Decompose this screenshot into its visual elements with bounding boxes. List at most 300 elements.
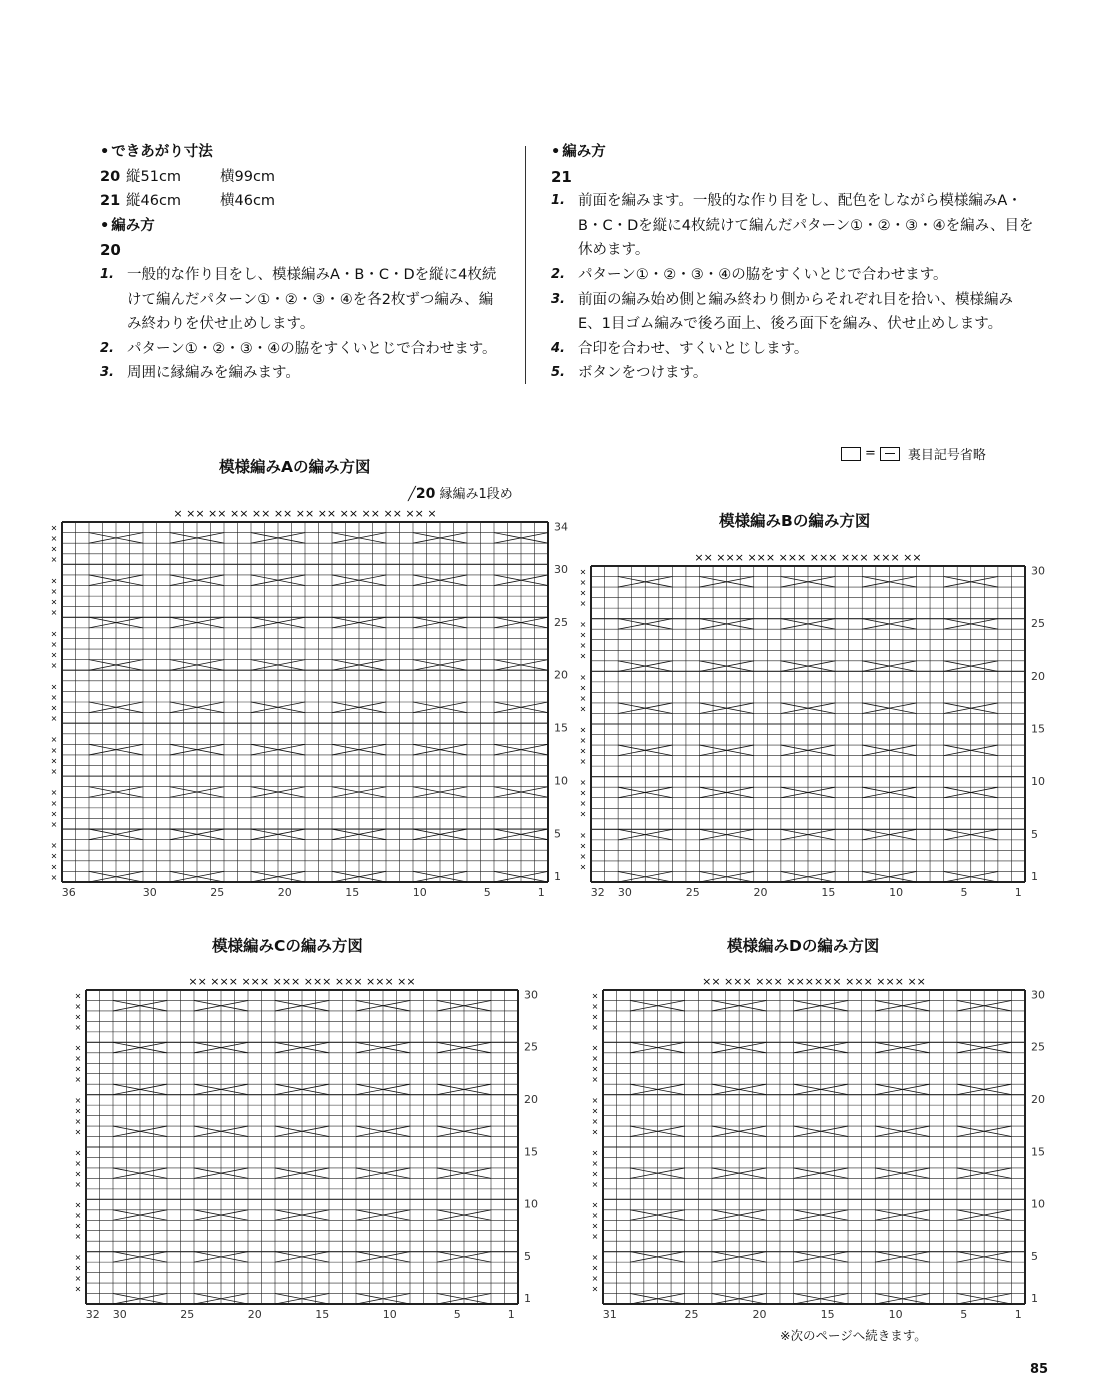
cable-stroke <box>712 1000 766 1010</box>
step-number: 1. <box>100 266 114 282</box>
cable-stroke <box>413 660 467 671</box>
cable-stroke <box>332 575 386 586</box>
side-mark: × <box>74 1043 82 1053</box>
cable-stroke <box>413 575 467 586</box>
cable-stroke <box>251 575 305 586</box>
x-tick-label: 10 <box>412 886 427 899</box>
cable-stroke <box>794 1000 848 1010</box>
cable-stroke <box>356 1210 410 1220</box>
y-tick-label: 34 <box>554 520 568 534</box>
cable-stroke <box>781 745 835 756</box>
cable-stroke <box>794 1210 848 1220</box>
cable-stroke <box>89 575 143 586</box>
side-mark: × <box>50 523 58 533</box>
right-instructions <box>551 140 1051 386</box>
cable-stroke <box>630 1084 684 1094</box>
cable-stroke <box>630 1168 684 1178</box>
side-mark: × <box>579 746 587 756</box>
side-mark: × <box>579 641 587 651</box>
side-mark: × <box>591 1221 599 1231</box>
side-mark: × <box>591 1043 599 1053</box>
cable-stroke <box>413 617 467 628</box>
cable-stroke <box>712 1084 766 1094</box>
side-mark: × <box>591 1075 599 1085</box>
cable-stroke <box>957 1210 1011 1220</box>
side-mark: × <box>74 1179 82 1189</box>
step-line: 合印を合わせ、すくいとじします。 <box>578 340 809 357</box>
cable-stroke <box>170 744 224 755</box>
step <box>551 361 1051 386</box>
x-tick-label: 20 <box>753 886 768 899</box>
cable-stroke <box>944 787 998 798</box>
step-line: 一般的な作り目をし、模様編みA・B・C・Dを縦に4枚続 <box>127 266 497 283</box>
y-tick-label: 15 <box>1031 1145 1045 1159</box>
cable-stroke <box>862 577 916 588</box>
cable-stroke <box>794 1294 848 1304</box>
cable-stroke <box>356 1000 410 1010</box>
cable-stroke <box>700 745 754 756</box>
x-tick-labels <box>86 1308 515 1321</box>
cable-stroke <box>413 744 467 755</box>
cable-stroke <box>194 1126 248 1136</box>
callout-leader-icon: ╱ <box>408 487 416 502</box>
x-tick-label: 10 <box>888 1308 903 1321</box>
cable-stroke <box>170 871 224 882</box>
step-number: 3. <box>551 291 565 307</box>
cable-stroke <box>630 1084 684 1094</box>
cable-stroke <box>700 577 754 588</box>
cable-stroke <box>875 1210 929 1220</box>
cable-stroke <box>332 660 386 671</box>
chart-grid <box>591 566 1025 882</box>
cable-stroke <box>170 787 224 798</box>
cable-stroke <box>170 533 224 544</box>
cable-stroke <box>251 787 305 798</box>
cable-stroke <box>494 787 548 798</box>
cable-stroke <box>413 871 467 882</box>
cable-stroke <box>794 1126 848 1136</box>
y-tick-labels <box>1031 564 1045 882</box>
y-tick-label: 30 <box>554 562 568 576</box>
step <box>100 263 510 337</box>
cable-stroke <box>113 1294 167 1304</box>
cable-stroke <box>89 660 143 671</box>
cable-stroke <box>618 577 672 588</box>
side-mark: × <box>50 703 58 713</box>
cable-stroke <box>618 871 672 882</box>
cable-stroke <box>700 661 754 672</box>
cable-stroke <box>275 1168 329 1178</box>
side-mark: × <box>579 630 587 640</box>
step-text <box>578 263 1051 288</box>
cable-stroke <box>494 575 548 586</box>
cable-stroke <box>275 1294 329 1304</box>
cable-stroke <box>251 702 305 713</box>
cable-stroke <box>437 1084 491 1094</box>
cable-stroke <box>89 787 143 798</box>
cable-stroke <box>875 1252 929 1262</box>
y-tick-label: 5 <box>1031 1250 1038 1264</box>
chart-b-title: 模様編みBの編み方図 <box>719 512 871 530</box>
cable-stroke <box>944 745 998 756</box>
cable-stroke <box>89 744 143 755</box>
cable-stroke <box>413 787 467 798</box>
cable-stroke <box>781 619 835 630</box>
cable-stroke <box>862 787 916 798</box>
side-mark: × <box>74 1022 82 1032</box>
side-mark: × <box>591 1012 599 1022</box>
cable-stroke <box>712 1252 766 1262</box>
step-number: 2. <box>551 266 565 282</box>
cable-stroke <box>794 1252 848 1262</box>
side-mark: × <box>50 788 58 798</box>
side-mark: × <box>591 1116 599 1126</box>
cable-stroke <box>875 1000 929 1010</box>
cable-stroke <box>700 703 754 714</box>
cable-stroke <box>875 1084 929 1094</box>
cable-stroke <box>794 1252 848 1262</box>
cable-stroke <box>170 533 224 544</box>
cable-stroke <box>194 1252 248 1262</box>
cable-stroke <box>875 1042 929 1052</box>
side-mark: × <box>50 587 58 596</box>
chart-grid <box>86 990 518 1304</box>
cable-stroke <box>170 787 224 798</box>
step-text <box>578 288 1051 337</box>
cable-stroke <box>194 1294 248 1304</box>
cable-stroke <box>332 744 386 755</box>
cable-stroke <box>957 1294 1011 1304</box>
step-line: み終わりを伏せ止めします。 <box>127 316 315 333</box>
side-mark: × <box>591 1001 599 1011</box>
x-tick-label: 1 <box>1014 1308 1022 1321</box>
cable-stroke <box>413 871 467 882</box>
cable-stroke <box>332 617 386 628</box>
cable-stroke <box>89 533 143 544</box>
cable-stroke <box>944 787 998 798</box>
step <box>551 288 1051 337</box>
cable-stroke <box>275 1000 329 1010</box>
cable-stroke <box>957 1084 1011 1094</box>
y-tick-label: 10 <box>524 1197 538 1211</box>
step-line: 周囲に縁編みを編みます。 <box>127 365 300 382</box>
x-tick-label: 5 <box>453 1308 461 1321</box>
y-tick-label: 10 <box>554 774 568 788</box>
step <box>551 189 1051 263</box>
cable-stroke <box>251 829 305 840</box>
step-text <box>127 263 510 337</box>
cable-stroke <box>437 1126 491 1136</box>
side-mark: × <box>50 756 58 766</box>
cable-stroke <box>862 829 916 840</box>
cable-stroke <box>712 1042 766 1052</box>
cable-stroke <box>630 1168 684 1178</box>
cable-stroke <box>494 829 548 840</box>
side-mark: × <box>579 599 587 609</box>
y-tick-label: 30 <box>1031 988 1045 1002</box>
cable-stroke <box>944 829 998 840</box>
x-tick-label: 15 <box>821 886 836 899</box>
y-tick-label: 1 <box>524 1291 531 1305</box>
cable-stroke <box>712 1210 766 1220</box>
cable-stroke <box>712 1042 766 1052</box>
y-tick-labels <box>554 520 568 882</box>
side-mark: × <box>74 1012 82 1022</box>
side-mark: × <box>74 1106 82 1116</box>
side-mark: × <box>50 608 58 618</box>
side-mark: × <box>50 841 58 851</box>
cable-stroke <box>251 533 305 544</box>
x-tick-label: 32 <box>590 886 605 899</box>
cable-stroke <box>113 1210 167 1220</box>
y-tick-label: 20 <box>1031 1093 1045 1107</box>
side-mark: × <box>591 1273 599 1283</box>
cable-stroke <box>170 829 224 840</box>
step-text <box>127 337 510 362</box>
x-tick-label: 15 <box>820 1308 835 1321</box>
y-tick-label: 15 <box>554 721 568 735</box>
side-mark: × <box>579 841 587 851</box>
size-heading: • できあがり寸法 <box>100 140 510 165</box>
side-mark: × <box>50 576 58 586</box>
side-mark: × <box>50 798 58 808</box>
cable-stroke <box>251 871 305 882</box>
chart-a-title: 模様編みAの編み方図 <box>219 458 371 476</box>
side-mark: × <box>591 1179 599 1189</box>
side-mark: × <box>591 1106 599 1116</box>
cable-stroke <box>275 1294 329 1304</box>
method-heading: • 編み方 <box>100 214 510 239</box>
side-mark: × <box>74 1116 82 1126</box>
side-mark: × <box>74 1158 82 1168</box>
cable-stroke <box>89 617 143 628</box>
cable-stroke <box>794 1000 848 1010</box>
cable-stroke <box>275 1252 329 1262</box>
cable-stroke <box>630 1252 684 1262</box>
cable-stroke <box>332 787 386 798</box>
y-tick-label: 25 <box>1031 617 1045 631</box>
cable-stroke <box>618 703 672 714</box>
y-tick-label: 30 <box>524 988 538 1002</box>
side-mark: × <box>591 1148 599 1158</box>
cable-stroke <box>251 787 305 798</box>
y-tick-labels <box>1031 988 1045 1305</box>
step-text <box>578 361 1051 386</box>
side-mark: × <box>579 704 587 714</box>
size-num: 20 <box>100 168 121 185</box>
cable-stroke <box>89 787 143 798</box>
side-mark: × <box>74 1263 82 1273</box>
cable-stroke <box>794 1042 848 1052</box>
cable-stroke <box>170 702 224 713</box>
side-mark: × <box>579 683 587 693</box>
x-tick-labels <box>591 886 1022 899</box>
cable-stroke <box>862 787 916 798</box>
y-tick-label: 20 <box>554 668 568 682</box>
cable-stroke <box>332 533 386 544</box>
side-mark: × <box>579 620 587 630</box>
step-number: 2. <box>100 340 114 356</box>
cable-stroke <box>437 1252 491 1262</box>
cable-stroke <box>251 533 305 544</box>
cable-stroke <box>413 660 467 671</box>
cable-stroke <box>494 660 548 671</box>
side-mark: × <box>591 1211 599 1221</box>
cable-stroke <box>194 1084 248 1094</box>
cable-stroke <box>170 660 224 671</box>
cable-stroke <box>332 617 386 628</box>
cable-stroke <box>781 787 835 798</box>
cable-stroke <box>944 577 998 588</box>
side-mark: × <box>591 1200 599 1210</box>
purl-symbol-icon <box>880 447 900 461</box>
cable-stroke <box>89 617 143 628</box>
cable-stroke <box>862 745 916 756</box>
y-tick-label: 20 <box>1031 669 1045 683</box>
side-mark: × <box>74 1200 82 1210</box>
side-edge-marks <box>580 567 587 871</box>
cable-stroke <box>712 1168 766 1178</box>
cable-stroke <box>113 1294 167 1304</box>
cable-stroke <box>413 617 467 628</box>
side-mark: × <box>50 872 58 882</box>
x-tick-label: 30 <box>142 886 157 899</box>
cable-stroke <box>957 1252 1011 1262</box>
y-tick-label: 25 <box>1031 1040 1045 1054</box>
cable-stroke <box>712 1168 766 1178</box>
cable-stroke <box>356 1000 410 1010</box>
cable-stroke <box>630 1252 684 1262</box>
cable-stroke <box>170 829 224 840</box>
side-mark: × <box>50 555 58 565</box>
cable-stroke <box>618 619 672 630</box>
cable-stroke <box>194 1210 248 1220</box>
cable-stroke <box>194 1084 248 1094</box>
top-edge-marks: ×× ××× ××× ××× ××× ××× ××× ×× <box>188 975 416 988</box>
cable-stroke <box>356 1084 410 1094</box>
cable-stroke <box>413 787 467 798</box>
cable-stroke <box>618 577 672 588</box>
cable-stroke <box>332 829 386 840</box>
cable-stroke <box>618 787 672 798</box>
side-mark: × <box>74 1096 82 1106</box>
cable-stroke <box>781 619 835 630</box>
cable-stroke <box>862 661 916 672</box>
x-tick-label: 36 <box>61 886 76 899</box>
stitch-pattern <box>618 577 998 882</box>
symbol-legend <box>841 444 986 463</box>
side-mark: × <box>591 1232 599 1242</box>
x-tick-label: 10 <box>889 886 904 899</box>
cable-stroke <box>862 745 916 756</box>
cable-stroke <box>957 1168 1011 1178</box>
pattern-number: 20 <box>100 241 121 260</box>
cable-stroke <box>113 1084 167 1094</box>
cable-stroke <box>875 1000 929 1010</box>
cable-stroke <box>89 702 143 713</box>
cable-stroke <box>89 533 143 544</box>
y-tick-label: 1 <box>554 869 561 883</box>
cable-stroke <box>437 1168 491 1178</box>
cable-stroke <box>630 1042 684 1052</box>
size-row <box>100 189 510 214</box>
side-mark: × <box>74 1253 82 1263</box>
cable-stroke <box>251 660 305 671</box>
cable-stroke <box>170 871 224 882</box>
cable-stroke <box>618 871 672 882</box>
side-mark: × <box>50 767 58 776</box>
cable-stroke <box>494 702 548 713</box>
size-height: 縦46cm <box>126 193 182 210</box>
side-mark: × <box>579 851 587 861</box>
cable-stroke <box>251 744 305 755</box>
side-mark: × <box>50 597 58 607</box>
side-mark: × <box>50 809 58 819</box>
cable-stroke <box>957 1000 1011 1010</box>
cable-stroke <box>875 1252 929 1262</box>
cable-stroke <box>944 871 998 882</box>
cable-stroke <box>494 660 548 671</box>
cable-stroke <box>356 1168 410 1178</box>
cable-stroke <box>944 871 998 882</box>
cable-stroke <box>875 1294 929 1304</box>
cable-stroke <box>794 1084 848 1094</box>
cable-stroke <box>862 703 916 714</box>
step-number: 5. <box>551 365 565 381</box>
cable-stroke <box>170 702 224 713</box>
cable-stroke <box>356 1084 410 1094</box>
x-tick-label: 15 <box>315 1308 330 1321</box>
x-tick-label: 5 <box>960 1308 968 1321</box>
size-num: 21 <box>100 193 121 210</box>
cable-stroke <box>700 703 754 714</box>
top-edge-marks: ×× ××× ××× ××× ××× ××× ××× ×× <box>694 551 922 564</box>
cable-stroke <box>170 575 224 586</box>
x-tick-label: 1 <box>507 1308 515 1321</box>
cable-stroke <box>170 660 224 671</box>
cable-stroke <box>944 703 998 714</box>
x-tick-label: 20 <box>277 886 292 899</box>
cable-stroke <box>332 660 386 671</box>
cable-stroke <box>113 1000 167 1010</box>
cable-stroke <box>494 871 548 882</box>
cable-stroke <box>332 702 386 713</box>
cable-stroke <box>356 1294 410 1304</box>
size-row <box>100 165 510 190</box>
cable-stroke <box>437 1000 491 1010</box>
cable-stroke <box>332 871 386 882</box>
cable-stroke <box>494 617 548 628</box>
step-number: 4. <box>551 340 565 356</box>
cable-stroke <box>413 533 467 544</box>
cable-stroke <box>712 1000 766 1010</box>
side-mark: × <box>579 725 587 735</box>
cable-stroke <box>875 1126 929 1136</box>
cable-stroke <box>630 1000 684 1010</box>
cable-stroke <box>113 1210 167 1220</box>
x-tick-label: 5 <box>960 886 968 899</box>
cable-stroke <box>618 829 672 840</box>
cable-stroke <box>113 1168 167 1178</box>
cable-stroke <box>332 702 386 713</box>
x-tick-label: 10 <box>382 1308 397 1321</box>
side-mark: × <box>579 588 587 598</box>
cable-stroke <box>494 533 548 544</box>
cable-stroke <box>630 1210 684 1220</box>
stitch-pattern <box>630 1000 1011 1304</box>
cable-stroke <box>275 1210 329 1220</box>
step-text <box>578 337 1051 362</box>
